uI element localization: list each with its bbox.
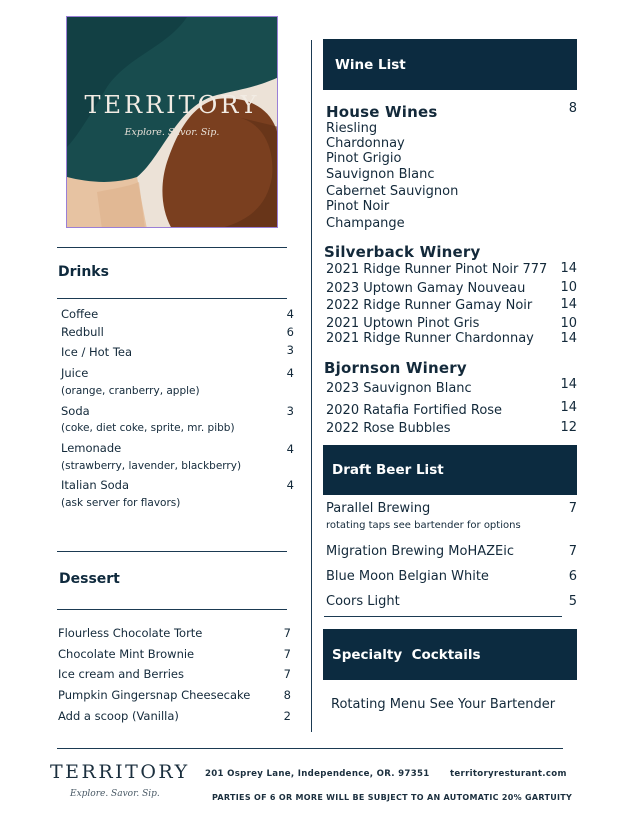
wine-price: 14 [560, 297, 577, 312]
wine-name: 2022 Rose Bubbles [326, 421, 451, 436]
footer-website[interactable]: territoryresturant.com [450, 769, 567, 779]
drink-price: 3 [286, 404, 294, 418]
beer-name: Blue Moon Belgian White [326, 569, 489, 584]
dessert-title: Dessert [59, 571, 120, 587]
drink-name: Redbull [61, 325, 104, 339]
house-wine-item: Riesling [326, 121, 378, 136]
beer-name: Coors Light [326, 594, 400, 609]
drink-price: 4 [286, 307, 294, 321]
wine-price: 12 [560, 420, 577, 435]
drink-price: 4 [286, 442, 294, 456]
dessert-price: 2 [283, 709, 291, 723]
house-wine-item: Cabernet Sauvignon [326, 184, 459, 199]
cocktails-banner: Specialty Cocktails [323, 629, 577, 680]
logo-artwork [66, 16, 278, 228]
beer-name: Migration Brewing MoHAZEic [326, 544, 514, 559]
footer-gratuity-notice: PARTIES OF 6 OR MORE WILL BE SUBJECT TO AN AUTOMATIC 20% GARTUITY [212, 793, 573, 802]
wine-name: 2023 Uptown Gamay Nouveau [326, 281, 526, 296]
beer-note: rotating taps see bartender for options [326, 520, 521, 531]
drink-price: 6 [286, 325, 294, 339]
house-wines-price: 8 [568, 101, 577, 116]
wine-name: 2023 Sauvignon Blanc [326, 381, 472, 396]
divider [57, 298, 287, 299]
house-wine-item: Chardonnay [326, 136, 405, 151]
beer-price: 7 [568, 544, 577, 559]
house-wines-title: House Wines [326, 103, 438, 121]
divider [324, 616, 562, 617]
footer-address: 201 Osprey Lane, Independence, OR. 97351 [205, 769, 430, 779]
footer-wordmark: TERRITORY [50, 761, 190, 783]
drink-note: (strawberry, lavender, blackberry) [61, 460, 242, 472]
dessert-price: 7 [283, 667, 291, 681]
drink-note: (ask server for flavors) [61, 497, 181, 509]
footer-divider [57, 748, 563, 749]
wine-price: 14 [560, 377, 577, 392]
dessert-name: Chocolate Mint Brownie [58, 647, 195, 661]
column-divider [311, 40, 312, 732]
footer-tagline: Explore. Savor. Sip. [70, 789, 160, 799]
house-wine-item: Champange [326, 216, 405, 231]
logo-wordmark: TERRITORY [84, 91, 260, 119]
wine-price: 10 [560, 280, 577, 295]
drink-price: 3 [286, 343, 294, 357]
beer-price: 7 [568, 501, 577, 516]
beer-price: 5 [568, 594, 577, 609]
wine-name: 2020 Ratafia Fortified Rose [326, 403, 503, 418]
drink-note: (coke, diet coke, sprite, mr. pibb) [61, 422, 235, 434]
drink-name: Lemonade [61, 441, 122, 455]
wine-name: 2021 Ridge Runner Pinot Noir 777 [326, 262, 548, 277]
dessert-price: 7 [283, 647, 291, 661]
watercolor-shapes [67, 17, 278, 228]
dessert-name: Flourless Chocolate Torte [58, 626, 203, 640]
drinks-title: Drinks [58, 264, 109, 280]
wine-price: 10 [560, 316, 577, 331]
dessert-price: 7 [283, 626, 291, 640]
silverback-title: Silverback Winery [324, 243, 481, 261]
wine-name: 2021 Uptown Pinot Gris [326, 316, 480, 331]
wine-price: 14 [560, 331, 577, 346]
drink-name: Italian Soda [61, 478, 130, 492]
draft-beer-banner: Draft Beer List [323, 445, 577, 495]
drink-name: Juice [61, 366, 89, 380]
divider [57, 551, 287, 552]
drink-note: (orange, cranberry, apple) [61, 385, 200, 397]
wine-name: 2021 Ridge Runner Chardonnay [326, 331, 534, 346]
wine-list-banner: Wine List [323, 39, 577, 90]
drink-price: 4 [286, 366, 294, 380]
dessert-name: Pumpkin Gingersnap Cheesecake [58, 688, 251, 702]
dessert-name: Add a scoop (Vanilla) [58, 709, 179, 723]
drink-name: Coffee [61, 307, 99, 321]
logo-tagline: Explore. Savor. Sip. [124, 127, 220, 138]
drink-name: Ice / Hot Tea [61, 345, 133, 359]
beer-name: Parallel Brewing [326, 501, 431, 516]
wine-price: 14 [560, 400, 577, 415]
divider [57, 247, 287, 248]
dessert-name: Ice cream and Berries [58, 667, 184, 681]
wine-name: 2022 Ridge Runner Gamay Noir [326, 298, 533, 313]
dessert-price: 8 [283, 688, 291, 702]
house-wine-item: Pinot Grigio [326, 151, 402, 166]
wine-price: 14 [560, 261, 577, 276]
divider [57, 609, 287, 610]
drink-price: 4 [286, 478, 294, 492]
cocktails-text: Rotating Menu See Your Bartender [331, 697, 556, 712]
beer-price: 6 [568, 569, 577, 584]
drink-name: Soda [61, 404, 90, 418]
house-wine-item: Sauvignon Blanc [326, 167, 435, 182]
house-wine-item: Pinot Noir [326, 199, 390, 214]
bjornson-title: Bjornson Winery [324, 359, 467, 377]
